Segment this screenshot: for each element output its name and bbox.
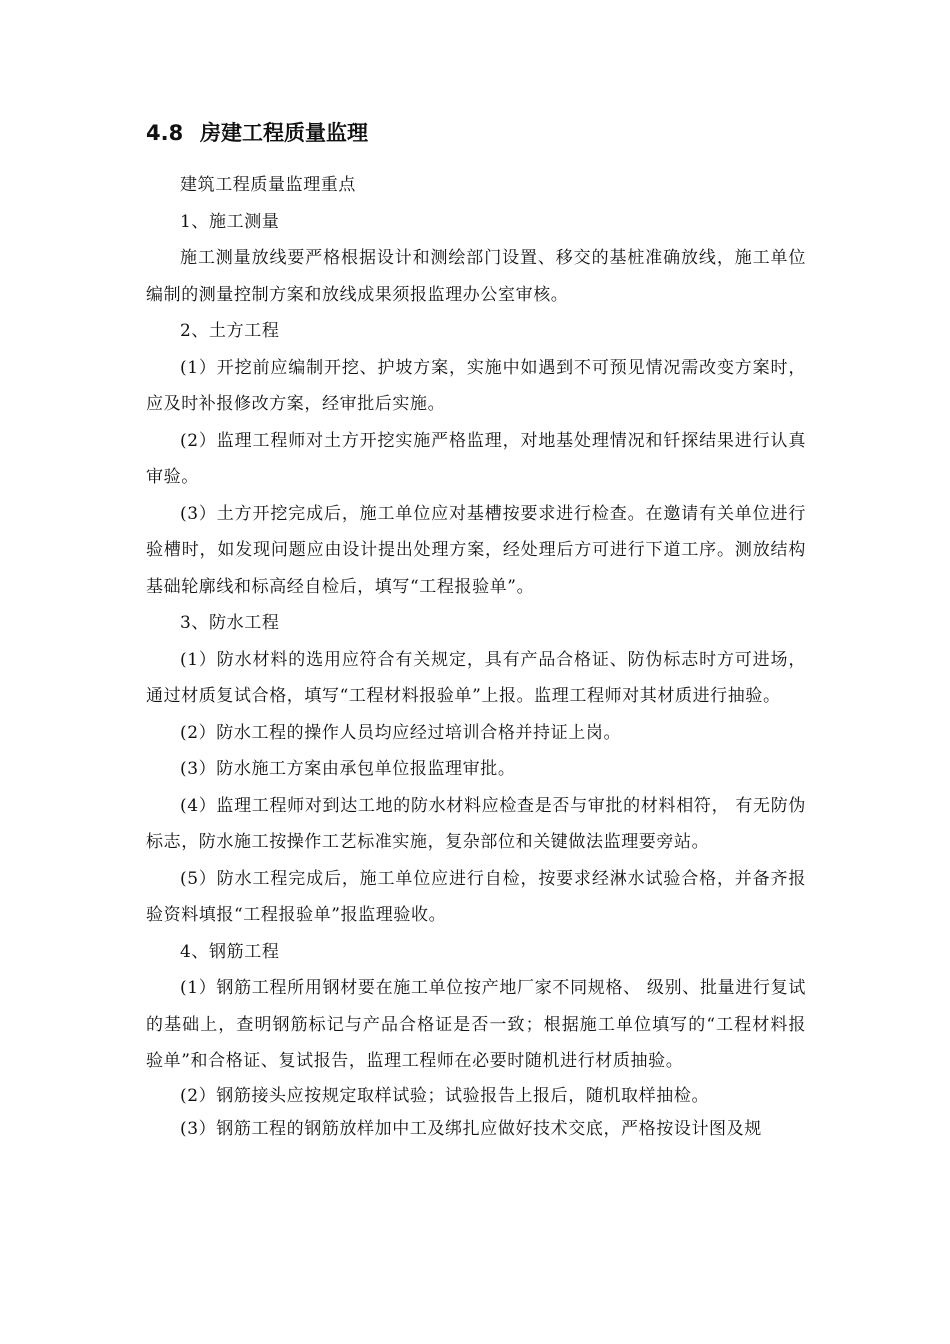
paragraph: (1）钢筋工程所用钢材要在施工单位按产地厂家不同规格、 级别、批量进行复试的基础上，查明钢筋标记与产品合格证是否一致；根据施工单位填写的“工程材料报验单”和合格证、复试报告，监理工程师在必要时随机进行材质抽验。 <box>146 978 806 1071</box>
paragraph: (5）防水工程完成后，施工单位应进行自检，按要求经淋水试验合格，并备齐报验资料填报“工程报验单”报监理验收。 <box>146 868 806 925</box>
item-heading-earthwork: 2、土方工程 <box>180 321 280 341</box>
item-heading-rebar: 4、钢筋工程 <box>180 941 280 962</box>
paragraph: (4）监理工程师对到达工地的防水材料应检查是否与审批的材料相符， 有无防伪标志，防水施工按操作工艺标准实施，复杂部位和关键做法监理要旁站。 <box>146 795 806 852</box>
paragraph: 施工测量放线要严格根据设计和测绘部门设置、移交的基桩准确放线，施工单位编制的测量控制方案和放线成果须报监理办公室审核。 <box>146 248 806 305</box>
item-heading-survey: 1、施工测量 <box>180 211 280 232</box>
item-heading-waterproofing: 3、防水工程 <box>180 613 280 633</box>
paragraph: (2）防水工程的操作人员均应经过培训合格并持证上岗。 <box>180 722 622 743</box>
section-number: 4.8 <box>146 121 184 145</box>
section-heading <box>146 118 368 148</box>
paragraph-subtitle: 建筑工程质量监理重点 <box>180 175 356 195</box>
paragraph: (2）钢筋接头应按规定取样试验；试验报告上报后，随机取样抽检。 <box>180 1085 710 1106</box>
paragraph: (1）防水材料的选用应符合有关规定，具有产品合格证、防伪标志时方可进场，通过材质复试合格，填写“工程材料报验单”上报。监理工程师对其材质进行抽验。 <box>146 649 806 706</box>
paragraph: (1）开挖前应编制开挖、护坡方案，实施中如遇到不可预见情况需改变方案时，应及时补报修改方案，经审批后实施。 <box>146 357 806 414</box>
section-title: 房建工程质量监理 <box>200 121 368 145</box>
document-body <box>146 167 806 1146</box>
paragraph: (3）钢筋工程的钢筋放样加中工及绑扎应做好技术交底，严格按设计图及规 <box>180 1118 762 1139</box>
paragraph: (2）监理工程师对土方开挖实施严格监理，对地基处理情况和钎探结果进行认真审验。 <box>146 430 806 487</box>
paragraph: (3）土方开挖完成后，施工单位应对基槽按要求进行检查。在邀请有关单位进行验槽时，如发现问题应由设计提出处理方案，经处理后方可进行下道工序。测放结构基础轮廓线和标高经自检后，填写“工程报验单”。 <box>146 503 806 597</box>
paragraph: (3）防水施工方案由承包单位报监理审批。 <box>180 759 516 779</box>
